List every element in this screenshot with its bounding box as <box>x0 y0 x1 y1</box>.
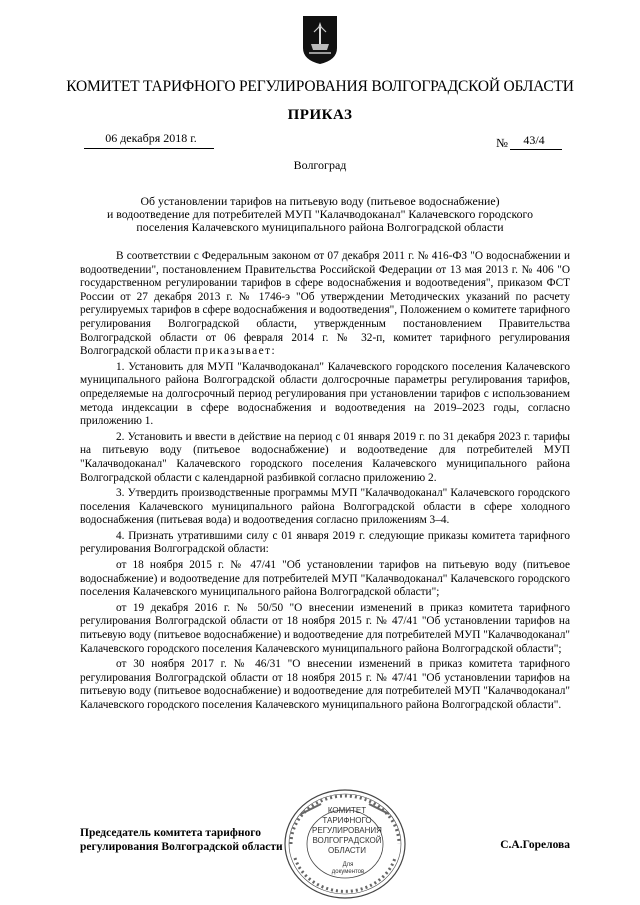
signatory-position <box>80 826 340 854</box>
document-number: 43/4 <box>523 133 545 147</box>
title-line: Об установлении тарифов на питьевую воду (питьевое водоснабжение) <box>140 194 500 208</box>
preamble-text: В соответствии с Федеральным законом от 07 декабря 2011 г. № 416-ФЗ "О водоснабжении и водоотведении", постановлением Правительства Российской Федерации от 13 мая 2013 г. № 406 "О государственном регулировании тарифов в сфере водоснабжения и водоотведения", приказом ФСТ России от 27 декабря 2013 г. № 1746-э "Об утверждении Методических указаний по расчету регулируемых тарифов в сфере водоснабжения и водоотведения", Положением о комитете тарифного регулирования Волгоградской области, утвержденным постановлением Правительства Волгоградской области от 06 февраля 2014 г. № 32-п, комитет тарифного регулирования Волгоградской области <box>80 250 570 358</box>
title-line: поселения Калачевского муниципального района Волгоградской области <box>136 220 504 235</box>
document-body <box>80 250 570 715</box>
document-date: 06 декабря 2018 г. <box>105 131 197 145</box>
preamble-paragraph <box>80 250 570 359</box>
orders-word: приказывает: <box>194 345 277 358</box>
number-sign: № <box>496 136 508 150</box>
item-4-a: от 18 ноября 2015 г. № 47/41 "Об установлении тарифов на питьевую воду (питьевое водоснабжение) и водоотведение для потребителей МУП "Калачводоканал" Калачевского городского поселения Калачевского муниципального района Волгоградской области"; <box>80 559 570 599</box>
stamp-line: РЕГУЛИРОВАНИЯ <box>312 826 382 835</box>
item-2: 2. Установить и ввести в действие на период с 01 января 2019 г. по 31 декабря 2023 г. тарифы на питьевую воду (питьевое водоснабжение) и водоотведение для потребителей МУП "Калачводоканал" Калачевского городского поселения Калачевского муниципального района Волгоградской области с календарной разбивкой согласно приложению 2. <box>80 430 570 484</box>
stamp-docs-line: Для <box>342 862 354 868</box>
item-4-c: от 30 ноября 2017 г. № 46/31 "О внесении изменений в приказ комитета тарифного регулирования Волгоградской области от 18 ноября 2015 г. № 47/41 "Об установлении тарифов на питьевую воду (питьевое водоснабжение) и водоотведение для потребителей МУП "Калачводоканал" Калачевского городского поселения Калачевского муниципального района Волгоградской области". <box>80 658 570 711</box>
item-4-b: от 19 декабря 2016 г. № 50/50 "О внесении изменений в приказ комитета тарифного регулирования Волгоградской области от 18 ноября 2015 г. № 47/41 "Об установлении тарифов на питьевую воду (питьевое водоснабжение) и водоотведение для потребителей МУП "Калачводоканал" Калачевского городского поселения Калачевского муниципального района Волгоградской области"; <box>80 601 570 655</box>
number-underline <box>510 149 562 150</box>
committee-name: КОМИТЕТ ТАРИФНОГО РЕГУЛИРОВАНИЯ ВОЛГОГРАДСКОЙ ОБЛАСТИ <box>66 78 574 95</box>
stamp-line: ОБЛАСТИ <box>327 846 367 855</box>
date-underline <box>84 148 214 149</box>
stamp-line: ТАРИФНОГО <box>322 816 372 825</box>
stamp-line: ВОЛГОГРАДСКОЙ <box>312 836 382 845</box>
item-4: 4. Признать утратившими силу с 01 января 2019 г. следующие приказы комитета тарифного регулирования Волгоградской области: <box>80 529 570 556</box>
city-name: Волгоград <box>293 158 347 172</box>
document-title <box>80 195 560 235</box>
stamp-docs-line: документов <box>331 869 365 875</box>
stamp-line: КОМИТЕТ <box>327 806 367 815</box>
position-line: регулирования Волгоградской области <box>80 841 283 853</box>
document-type: ПРИКАЗ <box>287 107 353 123</box>
title-line: и водоотведение для потребителей МУП "Калачводоканал" Калачевского городского <box>106 207 534 222</box>
stamp-docs-text <box>320 862 376 876</box>
volgograd-coat-of-arms-icon <box>301 14 339 66</box>
signatory-name: С.А.Горелова <box>500 839 570 851</box>
item-1: 1. Установить для МУП "Калачводоканал" Калачевского городского поселения Калачевского муниципального района Волгоградской области долгосрочные параметры регулирования тарифов, определяемые на долгосрочный период регулирования при установлении тарифов с использованием метода индексации в сфере водоснабжения и водоотведения на 2019–2023 годы, согласно приложению 1. <box>80 360 570 428</box>
item-3: 3. Утвердить производственные программы МУП "Калачводоканал" Калачевского городского поселения Калачевского муниципального района Волгоградской области в сфере холодного водоснабжения (питьевая вода) и водоотведения согласно приложениям 3–4. <box>80 487 570 527</box>
position-line: Председатель комитета тарифного <box>80 827 261 839</box>
